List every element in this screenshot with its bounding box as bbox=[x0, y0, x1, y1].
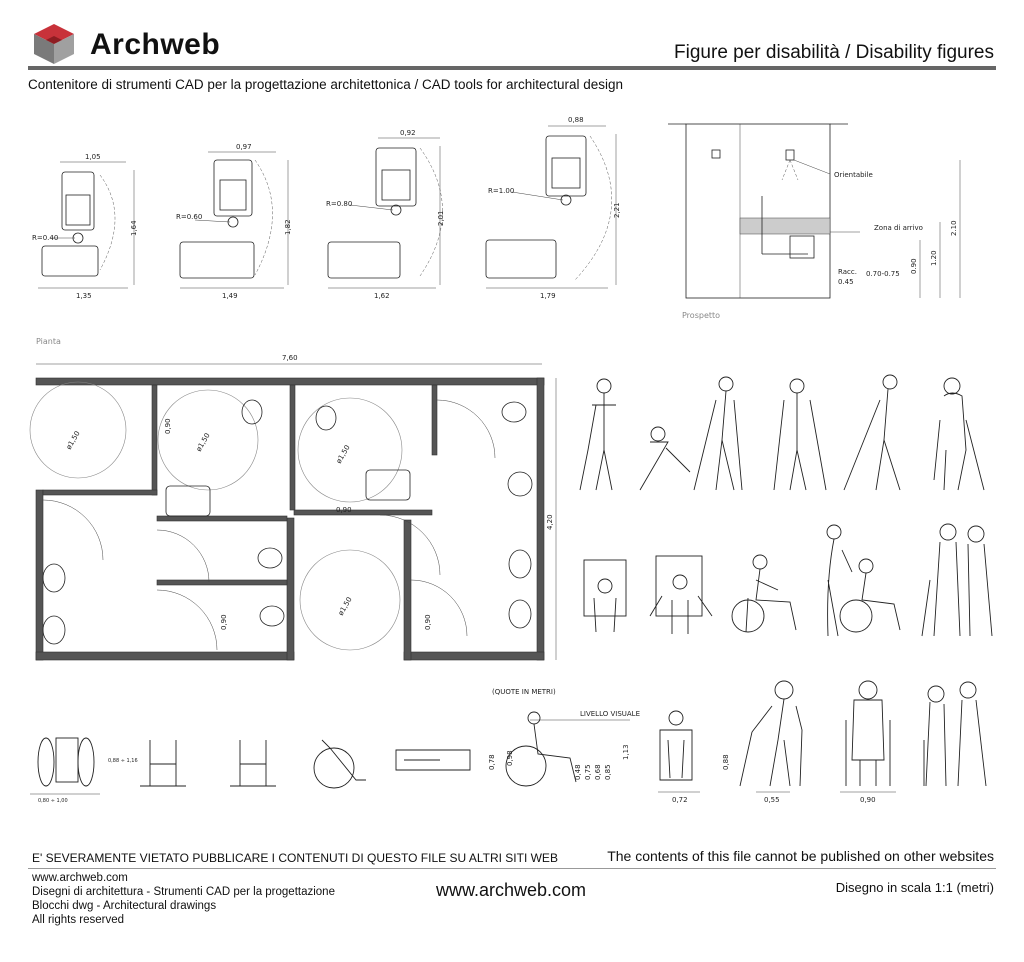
archweb-logo-icon bbox=[30, 22, 78, 66]
dim-width-top: 0,97 bbox=[236, 143, 252, 151]
header-divider bbox=[28, 66, 996, 70]
radius-label: R=0.80 bbox=[326, 200, 353, 208]
dim-height: 1,64 bbox=[130, 220, 138, 236]
pianta-label: Pianta bbox=[36, 337, 61, 346]
radius-label: R=1.00 bbox=[488, 187, 515, 195]
side-dim: 0,78 bbox=[488, 754, 496, 770]
dim-width-bottom: 1,79 bbox=[540, 292, 556, 300]
site-url[interactable]: www.archweb.com bbox=[436, 880, 587, 900]
h-090: 0.90 bbox=[910, 258, 918, 274]
turning-radius-4 bbox=[486, 116, 621, 300]
plan-total-height: 4,20 bbox=[546, 514, 554, 530]
zona-arrivo-label: Zona di arrivo bbox=[874, 224, 923, 232]
radius-label: R=0.40 bbox=[32, 234, 59, 242]
plan-total-width: 7,60 bbox=[282, 354, 298, 362]
dim-width-top: 0,88 bbox=[568, 116, 584, 124]
racc-label: Racc. bbox=[838, 268, 857, 276]
floor-plan bbox=[30, 337, 556, 660]
dim-090: 0,90 bbox=[860, 796, 876, 804]
dim-height: 2,01 bbox=[437, 210, 445, 226]
wheelchair-figures bbox=[584, 524, 992, 636]
elevation-view bbox=[668, 124, 960, 320]
door-dim: 0,90 bbox=[164, 418, 172, 434]
quote-note: (QUOTE IN METRI) bbox=[492, 688, 556, 696]
side-dim: 0,98 bbox=[506, 750, 514, 766]
logo-text[interactable]: Archweb bbox=[90, 28, 221, 61]
door-dim: 0,90 bbox=[336, 506, 352, 514]
prospetto-label: Prospetto bbox=[682, 311, 721, 320]
scale-note: Disegno in scala 1:1 (metri) bbox=[835, 880, 994, 895]
footer-link[interactable]: www.archweb.com bbox=[32, 872, 128, 884]
dim-width-top: 0,92 bbox=[400, 129, 416, 137]
footer-line: All rights reserved bbox=[32, 914, 125, 926]
cad-drawing bbox=[0, 100, 1024, 830]
side-dim: 1,13 bbox=[622, 744, 630, 760]
door-dim: 0,90 bbox=[220, 614, 228, 630]
dim-height: 1,82 bbox=[284, 219, 292, 235]
side-dim: 0,48 bbox=[574, 764, 582, 780]
dim-width-bottom: 1,35 bbox=[76, 292, 92, 300]
livello-visuale-label: LIVELLO VISUALE bbox=[580, 710, 640, 718]
page-subtitle: Contenitore di strumenti CAD per la progettazione architettonica / CAD tools for architectural design bbox=[28, 77, 624, 92]
wheelchair-front-width: 0,80 ÷ 1,00 bbox=[38, 798, 68, 804]
h-120: 1.20 bbox=[930, 250, 938, 266]
circle-dim: ø1,50 bbox=[334, 443, 352, 465]
range-label: 0.70-0.75 bbox=[866, 270, 900, 278]
turning-radius-3 bbox=[326, 129, 445, 300]
standing-figures bbox=[580, 375, 984, 490]
circle-dim: ø1,50 bbox=[336, 595, 354, 617]
dim-width-top: 1,05 bbox=[85, 153, 101, 161]
door-dim: 0,90 bbox=[424, 614, 432, 630]
side-dim: 0,68 bbox=[594, 764, 602, 780]
wheelchair-front-height: 0,88 ÷ 1,16 bbox=[108, 758, 138, 764]
radius-label: R=0.60 bbox=[176, 213, 203, 221]
dim-072: 0,72 bbox=[672, 796, 688, 804]
dim-055: 0,55 bbox=[764, 796, 780, 804]
footer-divider bbox=[28, 868, 996, 869]
footer-line: Disegni di architettura - Strumenti CAD per la progettazione bbox=[32, 886, 335, 898]
turning-radius-2 bbox=[176, 143, 292, 300]
turning-radius-1 bbox=[32, 153, 138, 300]
side-dim: 0,75 bbox=[584, 764, 592, 780]
footer-line: Blocchi dwg - Architectural drawings bbox=[32, 900, 217, 912]
side-dim: 0,85 bbox=[604, 764, 612, 780]
circle-dim: ø1,50 bbox=[194, 431, 212, 453]
h-210: 2.10 bbox=[950, 220, 958, 236]
warning-italian: E' SEVERAMENTE VIETATO PUBBLICARE I CONTENUTI DI QUESTO FILE SU ALTRI SITI WEB bbox=[32, 851, 558, 865]
racc-height: 0.45 bbox=[838, 278, 854, 286]
warning-english: The contents of this file cannot be published on other websites bbox=[607, 848, 994, 864]
dim-088: 0,88 bbox=[722, 754, 730, 770]
orientabile-label: Orientabile bbox=[834, 171, 873, 179]
dim-width-bottom: 1,62 bbox=[374, 292, 390, 300]
dim-height: 2,21 bbox=[613, 202, 621, 218]
bottom-row-figures bbox=[30, 681, 986, 804]
circle-dim: ø1,50 bbox=[64, 429, 82, 451]
page-title: Figure per disabilità / Disability figures bbox=[674, 42, 994, 63]
dim-width-bottom: 1,49 bbox=[222, 292, 238, 300]
